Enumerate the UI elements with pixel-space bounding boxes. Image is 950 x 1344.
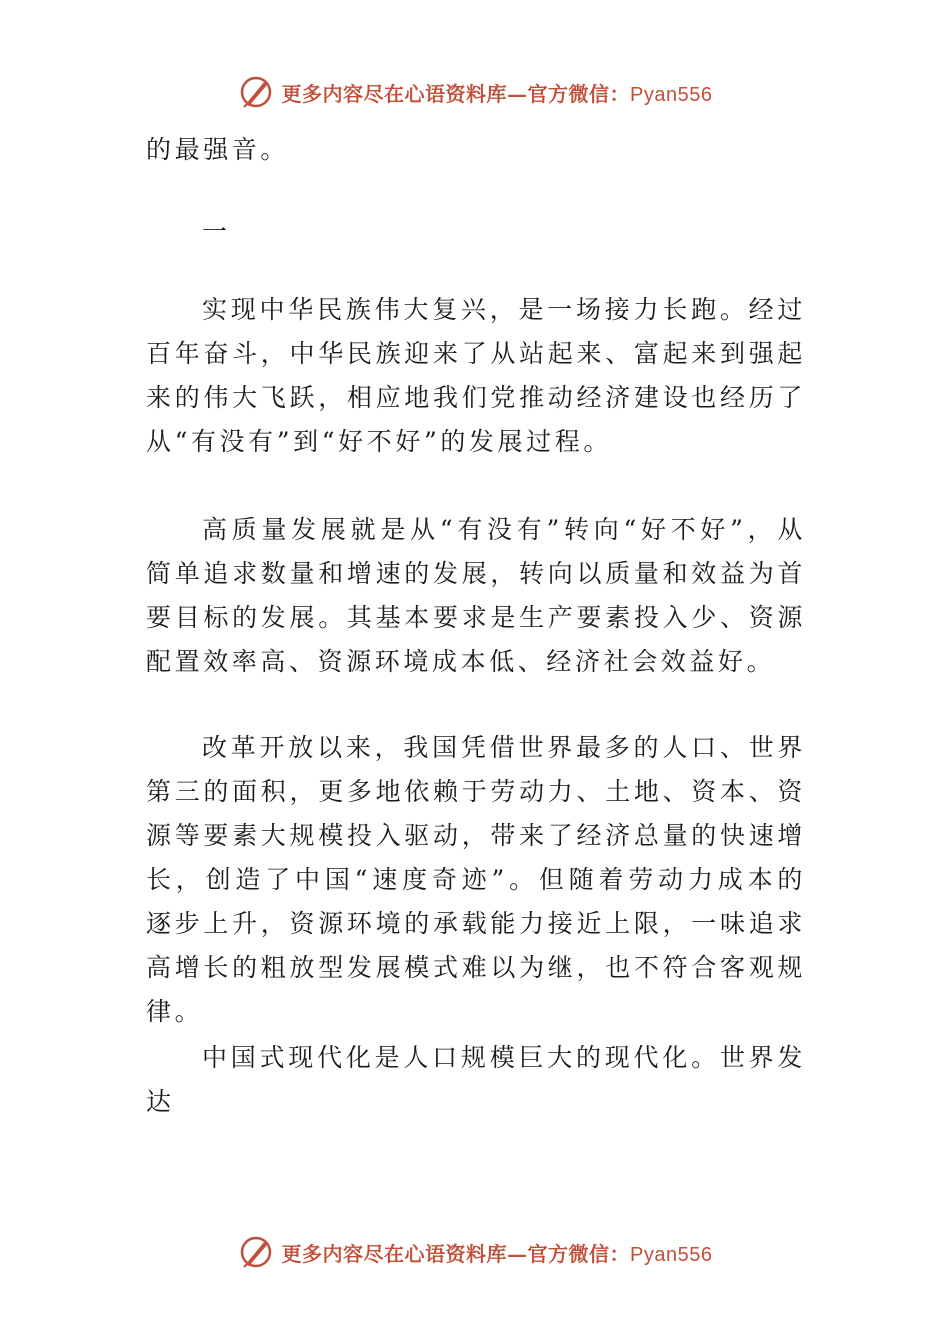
paragraph-3: 改革开放以来，我国凭借世界最多的人口、世界第三的面积，更多地依赖于劳动力、土地、资本、资源等要素大规模投入驱动，带来了经济总量的快速增长，创造了中国“速度奇迹”。但随着劳动力成本的逐步上升，资源环境的承载能力接近上限，一味追求高增长的粗放型发展模式难以为继，也不符合客观规律。: [146, 733, 806, 1026]
banner-text: [282, 78, 713, 107]
banner-text-cn: 更多内容尽在心语资料库—官方微信：: [281, 1241, 631, 1266]
banner-wechat-id: Pyan556: [630, 1243, 713, 1266]
continuation-line: 的最强音。: [146, 135, 290, 164]
paragraph-1: 实现中华民族伟大复兴，是一场接力长跑。经过百年奋斗，中华民族迎来了从站起来、富起来到强起来的伟大飞跃，相应地我们党推动经济建设也经历了从“有没有”到“好不好”的发展过程。: [146, 295, 806, 456]
banner-text: [282, 1238, 713, 1267]
banner-text-cn: 更多内容尽在心语资料库—官方微信：: [281, 81, 631, 106]
paragraph-2: 高质量发展就是从“有没有”转向“好不好”，从简单追求数量和增速的发展，转向以质量和效益为首要目标的发展。其基本要求是生产要素投入少、资源配置效率高、资源环境成本低、经济社会效益好。: [146, 515, 806, 676]
paragraph-4: 中国式现代化是人口规模巨大的现代化。世界发达: [146, 1043, 806, 1116]
footer-banner: [0, 1232, 950, 1272]
quill-pen-logo-icon: [238, 74, 274, 110]
section-marker: 一: [202, 217, 231, 246]
banner-wechat-id: Pyan556: [630, 83, 713, 106]
quill-pen-logo-icon: [238, 1234, 274, 1270]
header-banner: [0, 72, 950, 112]
